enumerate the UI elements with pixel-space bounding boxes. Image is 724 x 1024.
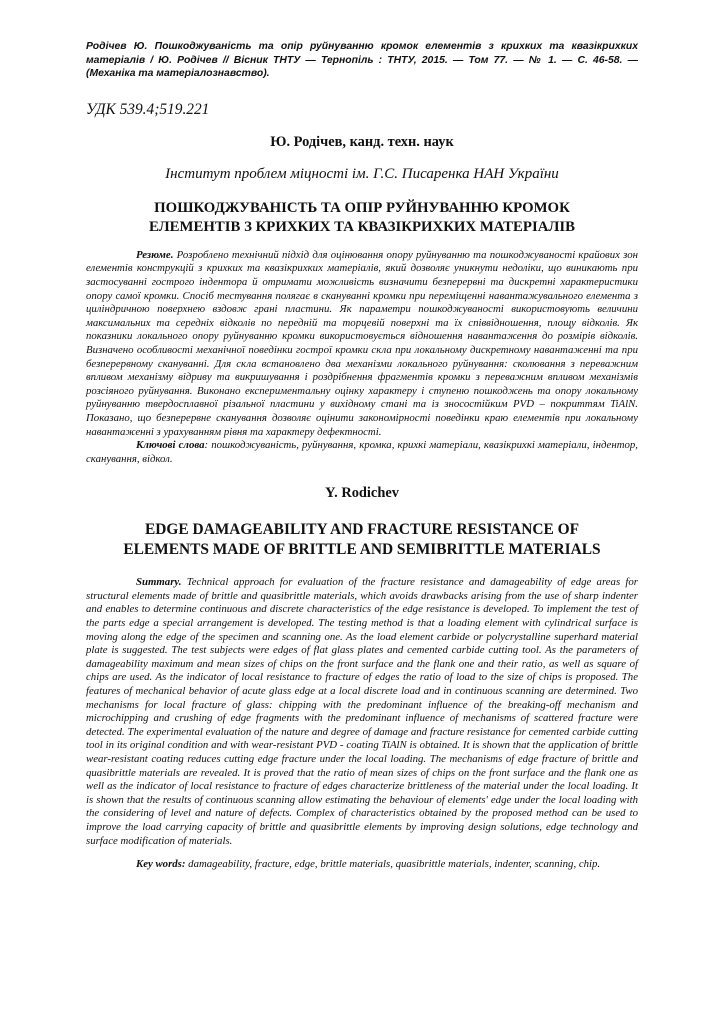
- abstract-en-text: Technical approach for evaluation of the fracture resistance and damageability of edge areas for structural elements made of brittle and quasibrittle materials, which avoids drawbacks arising from the use of sharp indenter and enables to determine continuous and discrete characteristics of the edge resistance is developed. To implement the test of the parts edge a special arrangement is developed. The testing method is that a loading element with cylindrical surface is moving along the edge of the specimen and scanning one. As the load element carbide or polycrystalline superhard material plate is suggested. The test subjects were edges of flat glass plates and cemented carbide cutting tool. As the parameters of damageability maximum and mean sizes of chips on the front surface and the flank one and their ratio, as well as square of chips are used. As the indicator of local resistance to fracture of edges the ratio of load to the size of chips is proposed. The features of mechanical behavior of acute glass edge at a local discrete load and in continuous scanning are determined. Two mechanisms for local fracture of glass: chipping with the predominant influence of the breaking-off mechanism and microchipping and crushing of edge fragments with the predominant influence of mechanisms of scattered fracture were detected. The experimental evaluation of the nature and degree of damage and fracture resistance for cemented carbide cutting tool in its original condition and with wear-resistant PVD - coating TiAlN is obtained. It is shown that the application of brittle wear-resistant coating reduces cutting edge fracture under the local loading. The mechanisms of edge fracture of brittle and quasibrittle materials are revealed. It is proved that the ratio of mean sizes of chips on the front surface and the flank one as well as the indicator of local resistance to fracture of edges characterize brittleness of the material under the local loading. It is shown that the results of continuous scanning allow estimating the behaviour of elements' edge under the local loading with the considering of level and nature of defects. Complex of characteristics obtained by the proposed method can be used to improve the load carrying capacity of brittle and quasibrittle elements by improving design solutions, edge technology and surface modification of materials.: [86, 576, 638, 847]
- title-en: [86, 520, 638, 560]
- author-en: Y. Rodichev: [325, 485, 399, 502]
- abstract-ua-text: Розроблено технічний підхід для оцінювання опору руйнуванню та пошкоджуваності крайових зон елементів конструкцій з крихких та квазікрихких матеріалів, який дозволяє уникнути недоліки, що виникають при застосуванні гострого індентора й отримати можливість визначити безперервні та дискретні характеристики опору самої кромки. Спосіб тестування полягає в скануванні кромки при переміщенні навантажувального елемента з циліндричною поверхнею вздовж грані пластини. Як параметри пошкоджуваності використовують величини максимальних та середніх відколів по передній та торцевій поверхні та їх співвідношення, площу відколів. Як показники локального опору руйнуванню кромки використовується відношення навантаження до розмірів відколів. Визначено особливості механічної поведінки гострої кромки скла при локальному дискретному навантаженні та при безперервному скануванні. Для скла встановлено два механізми локального руйнування: сколювання з переважним впливом механізму відриву та викришування і роздрібнення фрагментів кромки з переважним впливом механізмів розсіяного руйнування. Виконано експериментальну оцінку характеру і ступеню пошкоджень та опору локальному руйнуванню твердосплавної різальної пластини у вихідному стані та із зносостійким PVD – покриттям TiAlN. Показано, що безперервне сканування дозволяє оцінити закономірності поведінки краю елементів при локальному навантаженні з урахуванням рівня та характеру дефектності.: [86, 248, 638, 438]
- abstract-en-label: Summary.: [136, 576, 182, 589]
- paper-page: [86, 40, 638, 872]
- institute-ua: Інститут проблем міцності ім. Г.С. Писаренка НАН України: [165, 165, 559, 182]
- author-ua: Ю. Родічев, канд. техн. наук: [270, 133, 454, 150]
- title-ua: [86, 199, 638, 237]
- keywords-ua-text: : пошкоджуваність, руйнування, кромка, крихкі матеріали, квазікрихкі матеріали, індентор, сканування, відкол.: [86, 439, 638, 465]
- keywords-en-label: Key words:: [136, 858, 186, 871]
- abstract-en: [86, 576, 638, 848]
- keywords-ua-label: Ключові слова: [136, 439, 205, 452]
- title-en-line-1: EDGE DAMAGEABILITY AND FRACTURE RESISTANCE OF: [145, 521, 579, 539]
- title-ua-line-1: ПОШКОДЖУВАНІСТЬ ТА ОПІР РУЙНУВАННЮ КРОМОК: [154, 199, 570, 216]
- title-ua-line-2: ЕЛЕМЕНТІВ З КРИХКИХ ТА КВАЗІКРИХКИХ МАТЕРІАЛІВ: [148, 218, 576, 235]
- udk-code: УДК 539.4;519.221: [86, 100, 210, 118]
- abstract-ua-label: Резюме.: [136, 248, 174, 261]
- abstract-ua: [86, 249, 638, 439]
- citation: Родічев Ю. Пошкоджуваність та опір руйнуванню кромок елементів з крихких та квазікрихких матеріалів / Ю. Родічев // Вісник ТНТУ — Тернопіль : ТНТУ, 2015. — Том 77. — № 1. — С. 46-58. — (Механіка та матеріалознавство).: [86, 41, 638, 80]
- keywords-en: [86, 858, 638, 872]
- title-en-line-2: ELEMENTS MADE OF BRITTLE AND SEMIBRITTLE MATERIALS: [123, 541, 601, 559]
- keywords-ua: [86, 439, 638, 466]
- keywords-en-text: damageability, fracture, edge, brittle materials, quasibrittle materials, indenter, scanning, chip.: [185, 858, 601, 871]
